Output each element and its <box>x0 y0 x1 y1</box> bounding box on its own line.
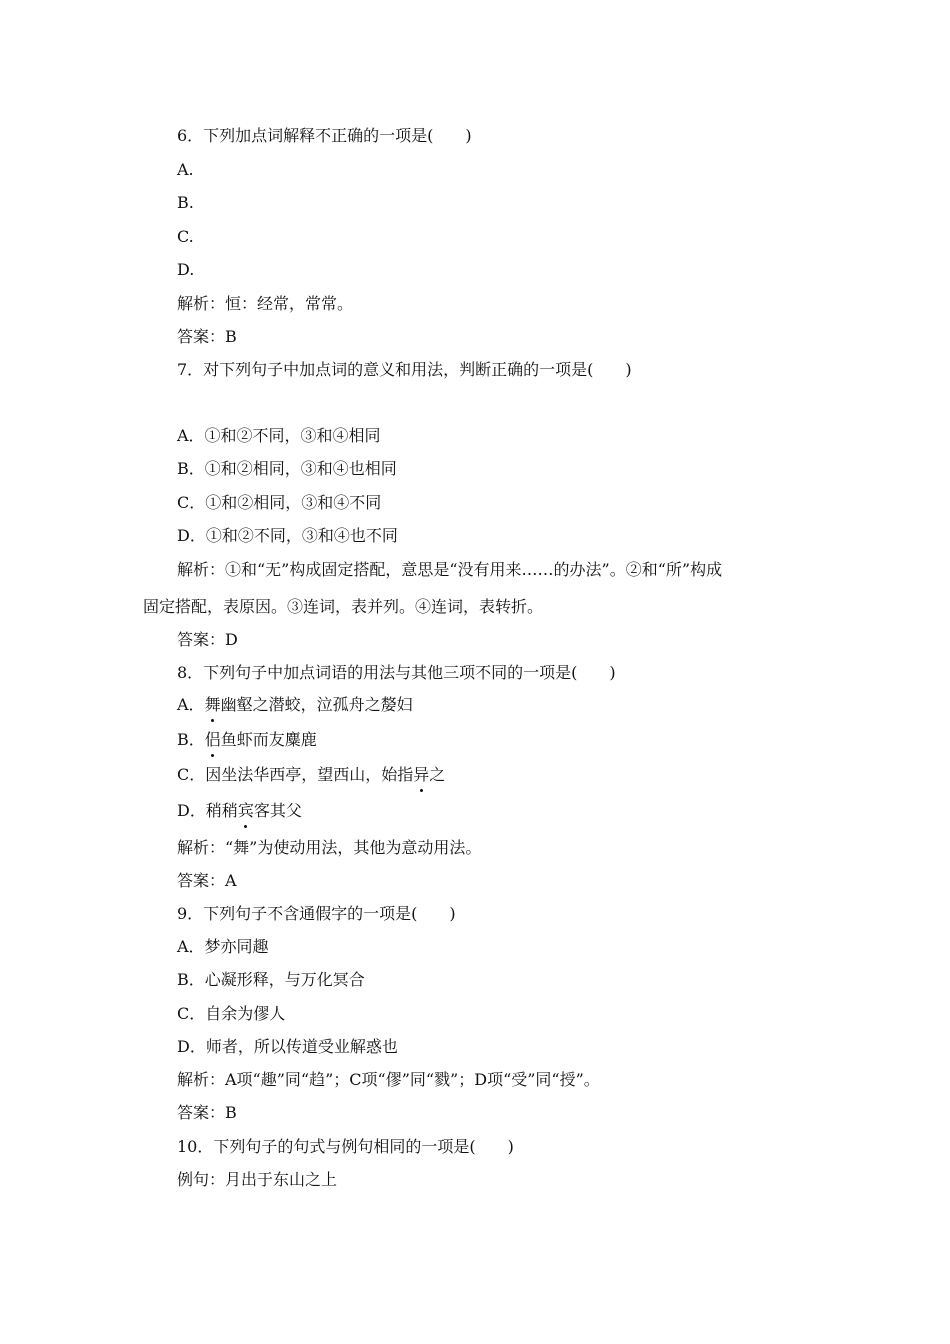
option-prefix: B． <box>177 730 205 749</box>
q8-answer: 答案：A <box>177 871 237 890</box>
dotted-word: 宾 <box>237 801 254 820</box>
q7-option-c: C．①和②相同，③和④不同 <box>177 493 382 512</box>
q8-option-d <box>177 801 302 821</box>
q6-option-b: B. <box>177 193 194 212</box>
option-rest: 之 <box>429 765 446 784</box>
q9-option-b: B．心凝形释，与万化冥合 <box>177 970 365 989</box>
q8-option-c <box>177 765 445 785</box>
q6-answer: 答案：B <box>177 327 237 346</box>
q8-option-a <box>177 695 413 715</box>
dotted-word: 异 <box>413 765 430 784</box>
q7-analysis-line1: 解析：①和“无”构成固定搭配，意思是“没有用来……的办法”。②和“所”构成 <box>177 560 723 579</box>
option-prefix: C．因坐法华西亭，望西山，始指 <box>177 765 414 784</box>
q8-option-b <box>177 730 317 750</box>
q9-option-a: A．梦亦同趣 <box>177 937 269 956</box>
q7-option-b: B．①和②相同，③和④也相同 <box>177 459 397 478</box>
q7-option-d: D．①和②不同，③和④也不同 <box>177 526 398 545</box>
q6-option-c: C. <box>177 227 194 246</box>
q9-stem: 9．下列句子不含通假字的一项是( ) <box>177 904 456 923</box>
q9-option-d: D．师者，所以传道受业解惑也 <box>177 1037 398 1056</box>
q9-option-c: C．自余为僇人 <box>177 1004 286 1023</box>
option-rest: 客其父 <box>253 801 302 820</box>
q8-stem: 8．下列句子中加点词语的用法与其他三项不同的一项是( ) <box>177 663 616 682</box>
q7-answer: 答案：D <box>177 630 238 649</box>
q10-stem: 10．下列句子的句式与例句相同的一项是( ) <box>177 1137 514 1156</box>
q6-option-a: A. <box>177 160 194 179</box>
q10-example: 例句：月出于东山之上 <box>177 1170 338 1189</box>
q7-analysis-line2: 固定搭配，表原因。③连词，表并列。④连词，表转折。 <box>143 597 544 616</box>
q6-option-d: D. <box>177 260 195 279</box>
option-prefix: A． <box>177 695 205 714</box>
option-rest: 鱼虾而友麋鹿 <box>220 730 317 749</box>
dotted-word: 侣 <box>204 730 221 749</box>
option-prefix: D．稍稍 <box>177 801 238 820</box>
q8-analysis: 解析：“舞”为使动用法，其他为意动用法。 <box>177 838 482 857</box>
q7-option-a: A．①和②不同，③和④相同 <box>177 426 381 445</box>
dotted-word: 舞 <box>204 695 221 714</box>
q9-answer: 答案：B <box>177 1103 237 1122</box>
option-rest: 幽壑之潜蛟，泣孤舟之嫠妇 <box>220 695 413 714</box>
q7-stem: 7．对下列句子中加点词的意义和用法，判断正确的一项是( ) <box>177 360 632 379</box>
q6-stem: 6．下列加点词解释不正确的一项是( ) <box>177 126 472 145</box>
q9-analysis: 解析：A项“趣”同“趋”；C项“僇”同“戮”；D项“受”同“授”。 <box>177 1070 600 1089</box>
q6-analysis: 解析：恒：经常，常常。 <box>177 294 354 313</box>
